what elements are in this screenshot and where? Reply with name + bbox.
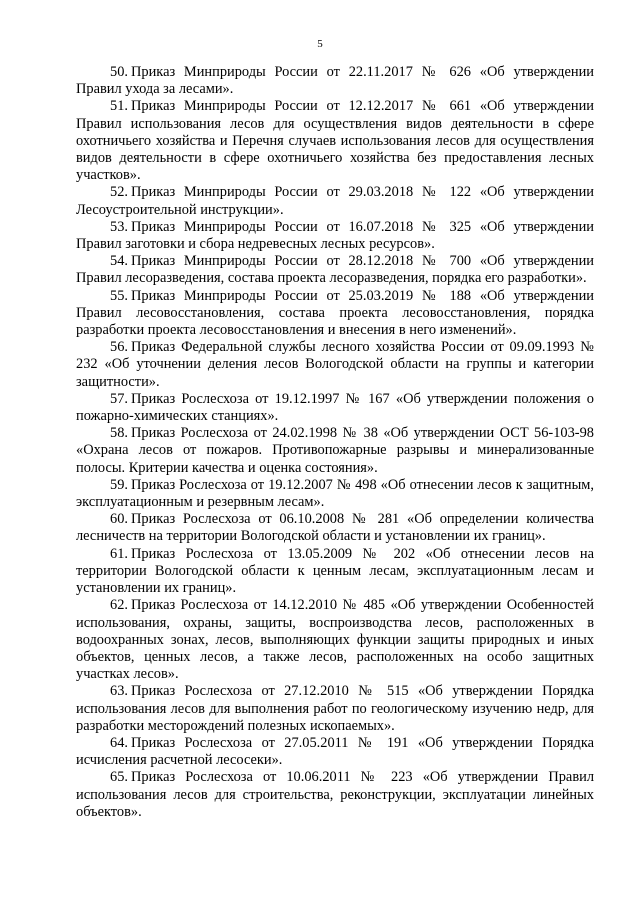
list-item-text: Приказ Минприроды России от 28.12.2018 № 700 «Об утверждении Правил лесоразведения, состава проекта лесоразведения, порядка его разработки».	[76, 253, 594, 287]
list-item-text: Приказ Рослесхоза от 27.05.2011 № 191 «Об утверждении Порядка исчисления расчетной лесосеки».	[76, 734, 594, 769]
list-item-number: 53.	[110, 218, 128, 235]
list-item-number: 59.	[110, 476, 128, 493]
list-item	[76, 769, 594, 821]
list-item	[76, 253, 594, 287]
regulations-list	[76, 64, 594, 821]
list-item	[76, 546, 594, 598]
list-item	[76, 98, 594, 184]
list-item-number: 57.	[110, 390, 128, 407]
list-item-number: 56.	[110, 339, 128, 356]
list-item-number: 58.	[110, 425, 128, 442]
list-item-text: Приказ Минприроды России от 12.12.2017 № 661 «Об утверждении Правил использования лесов для осуществления видов деятельности в сфере охотничьего хозяйства и Перечня случаев использования лесов для осуществления видов деятельности в сфере охотничьего хозяйства без предоставления лесных участков».	[76, 98, 594, 184]
list-item	[76, 64, 594, 98]
list-item-number: 61.	[110, 545, 128, 562]
list-item-number: 54.	[110, 253, 128, 270]
list-item	[76, 597, 594, 683]
list-item-text: Приказ Рослесхоза от 24.02.1998 № 38 «Об утверждении ОСТ 56-103-98 «Охрана лесов от пожаров. Противопожарные разрывы и минерализованные полосы. Критерии качества и оценка состояния».	[76, 425, 594, 476]
list-item	[76, 219, 594, 253]
list-item-text: Приказ Рослесхоза от 10.06.2011 № 223 «Об утверждении Правил использования лесов для строительства, реконструкции, эксплуатации линейных объектов».	[76, 769, 594, 820]
list-item-number: 51.	[110, 98, 128, 115]
list-item-text: Приказ Минприроды России от 22.11.2017 № 626 «Об утверждении Правил ухода за лесами».	[76, 64, 594, 98]
list-item-number: 63.	[110, 683, 128, 700]
list-item-text: Приказ Рослесхоза от 27.12.2010 № 515 «Об утверждении Порядка использования лесов для выполнения работ по геологическому изучению недр, для разработки месторождений полезных ископаемых».	[76, 683, 594, 734]
list-item-number: 55.	[110, 287, 128, 304]
list-item-number: 60.	[110, 511, 128, 528]
list-item-text: Приказ Федеральной службы лесного хозяйства России от 09.09.1993 № 232 «Об уточнении деления лесов Вологодской области на группы и категории защитности».	[76, 339, 594, 390]
list-item	[76, 288, 594, 340]
page-number: 5	[317, 38, 323, 50]
list-item-text: Приказ Рослесхоза от 19.12.1997 № 167 «Об утверждении положения о пожарно-химических станциях».	[76, 390, 594, 425]
list-item-text: Приказ Минприроды России от 16.07.2018 № 325 «Об утверждении Правил заготовки и сбора недревесных лесных ресурсов».	[76, 218, 594, 253]
list-item-number: 50.	[110, 64, 128, 80]
list-item-text: Приказ Минприроды России от 29.03.2018 № 122 «Об утверждении Лесоустроительной инструкции».	[76, 184, 594, 218]
list-item	[76, 683, 594, 735]
list-item-text: Приказ Рослесхоза от 14.12.2010 № 485 «Об утверждении Особенностей использования, охраны, защиты, воспроизводства лесов, расположенных в водоохранных зонах, лесов, выполняющих функции защиты природных и иных объектов, ценных лесов, а также лесов, расположенных на особо защитных участках лесов».	[76, 597, 594, 683]
list-item-text: Приказ Рослесхоза от 19.12.2007 № 498 «Об отнесении лесов к защитным, эксплуатационным и резервным лесам».	[76, 476, 594, 511]
list-item	[76, 477, 594, 511]
list-item	[76, 511, 594, 545]
list-item	[76, 391, 594, 425]
list-item-number: 52.	[110, 184, 128, 201]
list-item-text: Приказ Рослесхоза от 13.05.2009 № 202 «Об отнесении лесов на территории Вологодской области к ценным лесам, эксплуатационным лесам и установлении их границ».	[76, 545, 594, 597]
list-item-text: Приказ Рослесхоза от 06.10.2008 № 281 «Об определении количества лесничеств на территории Вологодской области и установлении их границ».	[76, 511, 594, 545]
list-item	[76, 184, 594, 218]
list-item	[76, 735, 594, 769]
list-item-number: 65.	[110, 769, 128, 786]
list-item-number: 62.	[110, 597, 128, 614]
list-item-text: Приказ Минприроды России от 25.03.2019 № 188 «Об утверждении Правил лесовосстановления, состава проекта лесовосстановления, порядка разработки проекта лесовосстановления и внесения в него изменений».	[76, 287, 594, 339]
list-item-number: 64.	[110, 734, 128, 751]
list-item	[76, 339, 594, 391]
list-item	[76, 425, 594, 477]
